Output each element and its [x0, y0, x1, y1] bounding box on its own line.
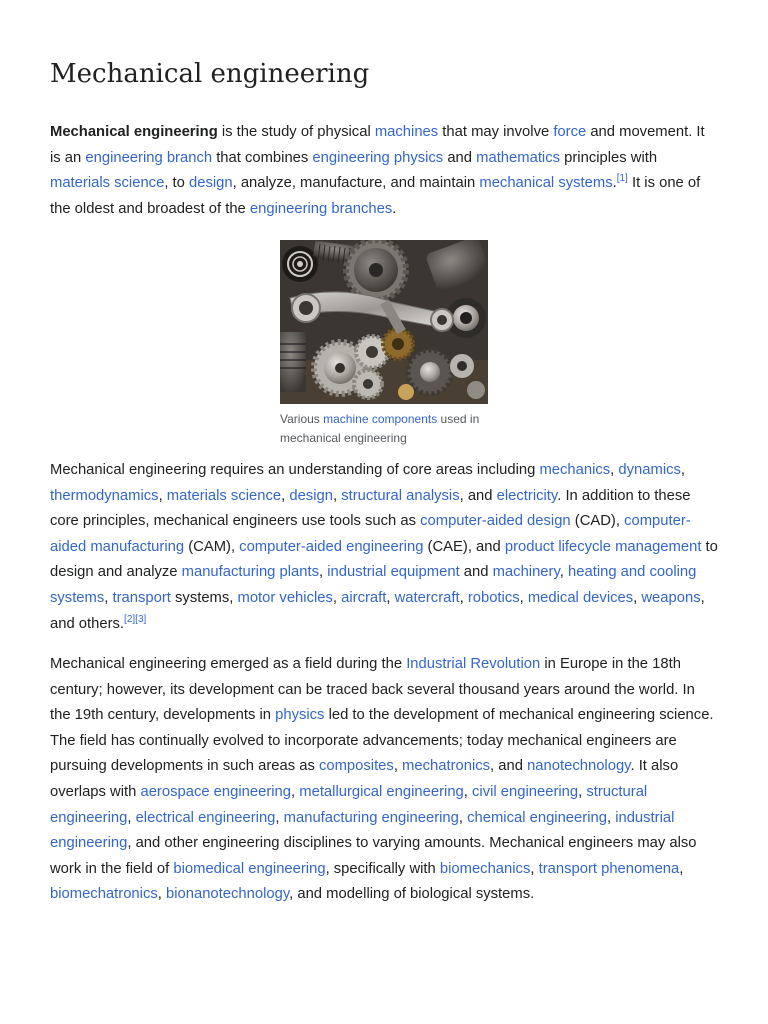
text-run: systems,	[170, 589, 238, 606]
text-run: ,	[332, 487, 342, 504]
link-chemical-engineering[interactable]: chemical engineering	[467, 809, 607, 826]
text-run: . It also overlaps with	[50, 758, 679, 800]
citation	[135, 614, 146, 625]
text-run: , and other engineering disciplines to varying amounts. Mechanical engineers may also work in the field of	[50, 835, 697, 877]
text-run: ,	[332, 589, 342, 606]
text-run: and movement. It is an	[50, 124, 705, 166]
text-run: .	[392, 200, 397, 217]
text-run: ,	[519, 589, 528, 606]
text-run: principles with	[560, 149, 658, 166]
link-computer-aided-design[interactable]: computer-aided design	[420, 513, 571, 530]
text-run: ,	[127, 809, 136, 826]
figure-machine-components	[280, 240, 490, 447]
link-manufacturing-plants[interactable]: manufacturing plants	[181, 564, 320, 581]
text-run: is the study of physical	[217, 124, 375, 140]
link-engineering-branch[interactable]: engineering branch	[85, 149, 213, 166]
text-run: ,	[679, 860, 684, 877]
link-machine-components[interactable]: machine components	[323, 412, 438, 426]
text-run: ,	[458, 809, 468, 826]
link-transport-phenomena[interactable]: transport phenomena	[538, 860, 680, 877]
text-run: that may involve	[438, 124, 554, 140]
text-run: ,	[291, 783, 300, 800]
text-run: Mechanical engineering emerged as a field during the	[50, 656, 407, 672]
text-run: ,	[157, 886, 166, 903]
text-run: ,	[386, 589, 395, 606]
link-mechanical-systems[interactable]: mechanical systems	[479, 175, 613, 192]
text-run: Various	[280, 412, 324, 426]
paragraph-intro	[50, 120, 718, 222]
text-run: , and	[490, 758, 528, 775]
link-weapons[interactable]: weapons	[641, 589, 701, 606]
text-run: to design and analyze	[50, 538, 718, 581]
text-run: . In addition to these core principles, mechanical engineers use tools such as	[50, 487, 691, 530]
link-product-lifecycle-management[interactable]: product lifecycle management	[504, 538, 702, 555]
link-industrial-equipment[interactable]: industrial equipment	[327, 564, 460, 581]
link-composites[interactable]: composites	[318, 758, 394, 775]
citation	[124, 614, 135, 625]
link-industrial-revolution[interactable]: Industrial Revolution	[406, 656, 541, 672]
text-run: in Europe in the 18th century; however, its development can be traced back several thousand years around the world. In the 19th century, developments in	[50, 656, 695, 724]
link-mathematics[interactable]: mathematics	[476, 149, 561, 166]
link-machinery[interactable]: machinery	[492, 564, 560, 581]
text-run: and	[459, 564, 493, 581]
link-civil-engineering[interactable]: civil engineering	[472, 783, 579, 800]
page-title: Mechanical engineering	[50, 59, 370, 89]
link-robotics[interactable]: robotics	[467, 589, 520, 606]
text-run: , and	[459, 487, 497, 504]
paragraph-core-areas	[50, 458, 718, 637]
link-dynamics[interactable]: dynamics	[618, 462, 681, 478]
text-run: ,	[319, 564, 328, 581]
link-mechanics[interactable]: mechanics	[539, 462, 611, 478]
text-run: ,	[275, 809, 284, 826]
text-run: and	[443, 149, 477, 166]
link-materials-science[interactable]: materials science	[166, 487, 282, 504]
bold-term: Mechanical engineering	[50, 124, 218, 140]
text-run: ,	[559, 564, 569, 581]
link-design[interactable]: design	[189, 175, 233, 192]
link-manufacturing-engineering[interactable]: manufacturing engineering	[283, 809, 459, 826]
link-biomechanics[interactable]: biomechanics	[439, 860, 531, 877]
citation-link[interactable]: [1]	[616, 173, 628, 185]
text-run: Mechanical engineering requires an understanding of core areas including	[50, 462, 540, 478]
link-force[interactable]: force	[553, 124, 587, 140]
link-materials-science[interactable]: materials science	[50, 175, 165, 192]
link-biomedical-engineering[interactable]: biomedical engineering	[173, 860, 326, 877]
text-run: that combines	[212, 149, 313, 166]
text-run: ,	[530, 860, 539, 877]
machine-components-photo[interactable]	[280, 240, 488, 404]
link-transport[interactable]: transport	[112, 589, 171, 606]
link-thermodynamics[interactable]: thermodynamics	[50, 487, 159, 504]
text-run: used in mechanical engineering	[280, 412, 480, 445]
text-run: It is one of the oldest and broadest of the	[50, 175, 701, 217]
text-run: ,	[158, 487, 167, 504]
link-engineering-branches[interactable]: engineering branches	[249, 200, 393, 217]
link-electricity[interactable]: electricity	[496, 487, 558, 504]
link-engineering-physics[interactable]: engineering physics	[312, 149, 444, 166]
link-bionanotechnology[interactable]: bionanotechnology	[165, 886, 290, 903]
link-biomechatronics[interactable]: biomechatronics	[50, 886, 158, 903]
text-run: ,	[633, 589, 642, 606]
text-run: , specifically with	[325, 860, 440, 877]
text-run: ,	[463, 783, 473, 800]
text-run: .	[612, 175, 617, 192]
link-medical-devices[interactable]: medical devices	[527, 589, 634, 606]
link-computer-aided-manufacturing[interactable]: computer-aided manufacturing	[50, 513, 691, 555]
link-structural-analysis[interactable]: structural analysis	[341, 487, 460, 504]
text-run: led to the development of mechanical engineering science. The field has continually evolved to incorporate advancements; today mechanical engineers are pursuing developments in such areas as	[50, 707, 714, 775]
text-run: ,	[281, 487, 290, 504]
citation	[617, 173, 628, 184]
link-aircraft[interactable]: aircraft	[341, 589, 387, 606]
link-structural-engineering[interactable]: structural engineering	[50, 783, 648, 826]
text-run: ,	[393, 758, 403, 775]
text-run: , analyze, manufacture, and maintain	[232, 175, 480, 192]
text-run: (CAE), and	[423, 538, 505, 555]
text-run: ,	[610, 462, 619, 478]
link-mechatronics[interactable]: mechatronics	[402, 758, 491, 775]
paragraph-history	[50, 652, 718, 908]
text-run: ,	[459, 589, 468, 606]
link-aerospace-engineering[interactable]: aerospace engineering	[140, 783, 292, 800]
link-electrical-engineering[interactable]: electrical engineering	[135, 809, 276, 826]
figure-caption	[280, 410, 488, 447]
link-machines[interactable]: machines	[374, 124, 439, 140]
text-run: ,	[606, 809, 616, 826]
text-run: (CAD),	[570, 513, 625, 530]
citation-link[interactable]: [3]	[135, 613, 147, 625]
link-metallurgical-engineering[interactable]: metallurgical engineering	[299, 783, 464, 800]
citation-link[interactable]: [2]	[124, 613, 136, 625]
link-physics[interactable]: physics	[275, 707, 325, 724]
text-run: ,	[104, 589, 113, 606]
link-nanotechnology[interactable]: nanotechnology	[527, 758, 631, 775]
link-motor-vehicles[interactable]: motor vehicles	[237, 589, 333, 606]
link-computer-aided-engineering[interactable]: computer-aided engineering	[239, 538, 424, 555]
text-run: , to	[164, 175, 189, 192]
link-industrial-engineering[interactable]: industrial engineering	[50, 809, 675, 852]
link-watercraft[interactable]: watercraft	[394, 589, 460, 606]
link-design[interactable]: design	[289, 487, 333, 504]
link-heating-and-cooling-systems[interactable]: heating and cooling systems	[50, 564, 697, 606]
text-run: , and others.	[50, 589, 705, 632]
text-run: ,	[578, 783, 587, 800]
text-run: (CAM),	[184, 538, 240, 555]
text-run: ,	[680, 462, 686, 478]
text-run: , and modelling of biological systems.	[289, 886, 535, 903]
